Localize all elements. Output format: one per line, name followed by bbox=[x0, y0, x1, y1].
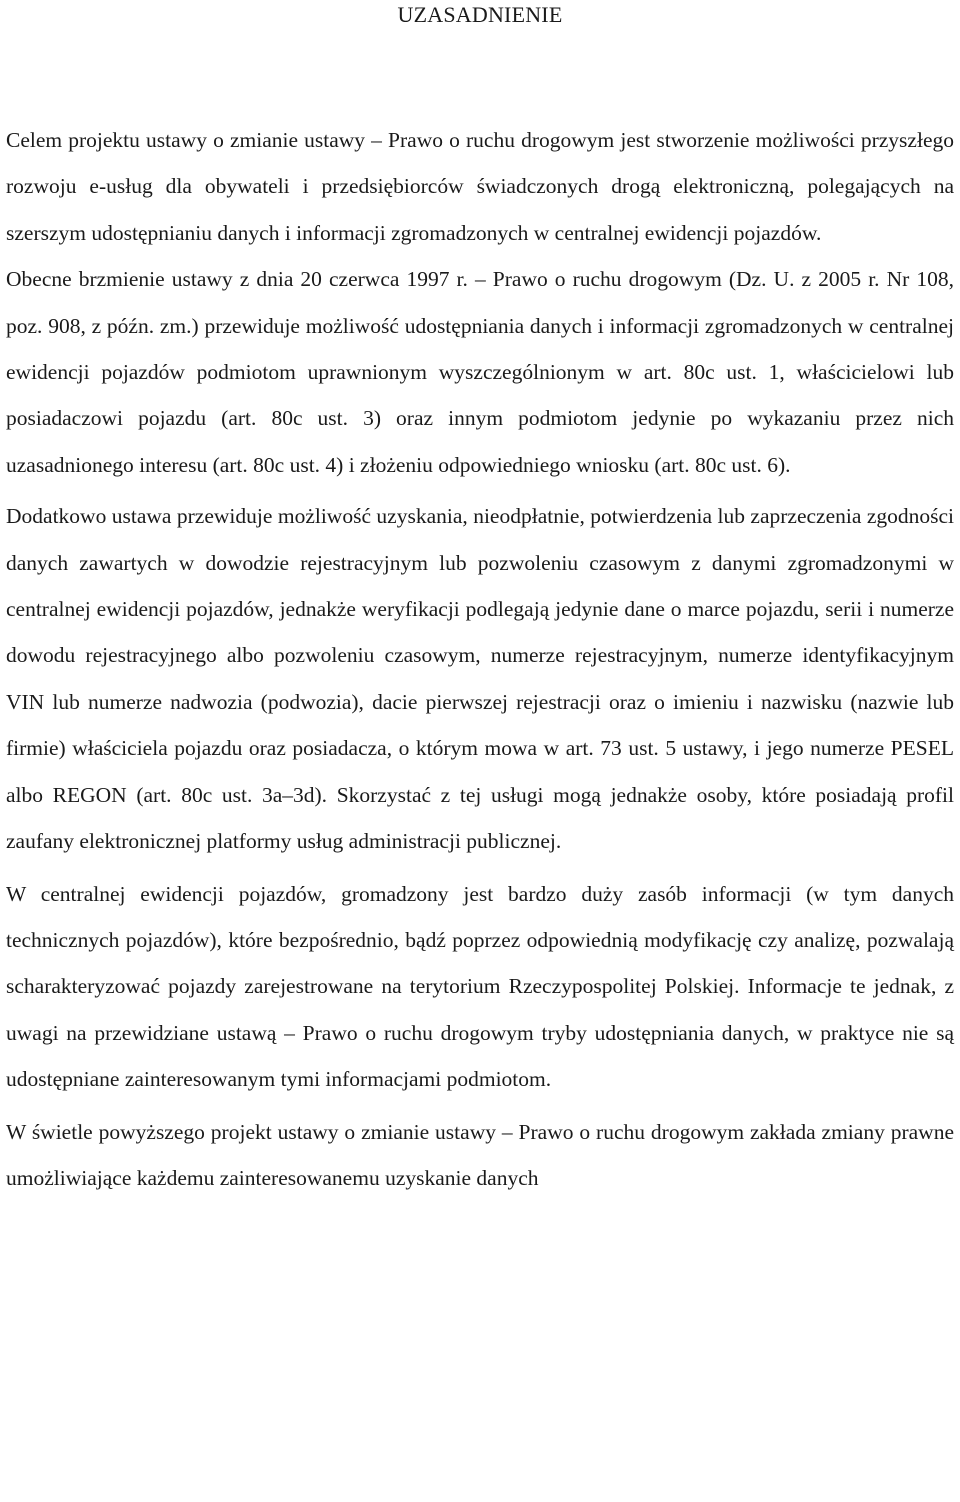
document-page bbox=[6, 0, 954, 1201]
paragraph-vehicle-registry: W centralnej ewidencji pojazdów, gromadzony jest bardzo duży zasób informacji (w tym danych technicznych pojazdów), które bezpośrednio, bądź poprzez odpowiednią modyfikację czy analizę, pozwalają scharakteryzować pojazdy zarejestrowane na terytorium Rzeczypospolitej Polskiej. Informacje te jednak, z uwagi na przewidziane ustawą – Prawo o ruchu drogowym tryby udostępniania danych, w praktyce nie są udostępniane zainteresowanym tymi informacjami podmiotom. bbox=[6, 881, 954, 1092]
paragraph-purpose: Celem projektu ustawy o zmianie ustawy – Prawo o ruchu drogowym jest stworzenie możliwości przyszłego rozwoju e-usług dla obywateli i przedsiębiorców świadczonych drogą elektroniczną, polegających na szerszym udostępnianiu danych i informacji zgromadzonych w centralnej ewidencji pojazdów. bbox=[6, 128, 954, 245]
paragraph-conclusion: W świetle powyższego projekt ustawy o zmianie ustawy – Prawo o ruchu drogowym zakłada zmiany prawne umożliwiające każdemu zainteresowanemu uzyskanie danych bbox=[6, 1119, 954, 1190]
paragraph-current-law: Obecne brzmienie ustawy z dnia 20 czerwca 1997 r. – Prawo o ruchu drogowym (Dz. U. z 2005 r. Nr 108, poz. 908, z późn. zm.) przewiduje możliwość udostępniania danych i informacji zgromadzonych w centralnej ewidencji pojazdów podmiotom uprawnionym wyszczególnionym w art. 80c ust. 1, właścicielowi lub posiadaczowi pojazdu (art. 80c ust. 3) oraz innym podmiotom jedynie po wykazaniu przez nich uzasadnionego interesu (art. 80c ust. 4) i złożeniu odpowiedniego wniosku (art. 80c ust. 6). bbox=[6, 267, 954, 477]
paragraph-verification: Dodatkowo ustawa przewiduje możliwość uzyskania, nieodpłatnie, potwierdzenia lub zaprzeczenia zgodności danych zawartych w dowodzie rejestracyjnym lub pozwoleniu czasowym z danymi zgromadzonymi w centralnej ewidencji pojazdów, jednakże weryfikacji podlegają jedynie dane o marce pojazdu, serii i numerze dowodu rejestracyjnego albo pozwoleniu czasowym, numerze rejestracyjnym, numerze identyfikacyjnym VIN lub numerze nadwozia (podwozia), dacie pierwszej rejestracji oraz o imieniu i nazwisku (nazwie lub firmie) właściciela pojazdu oraz posiadacza, o którym mowa w art. 73 ust. 5 ustawy, i jego numerze PESEL albo REGON (art. 80c ust. 3a–3d). Skorzystać z tej usługi mogą jednakże osoby, które posiadają profil zaufany elektronicznej platformy usług administracji publicznej. bbox=[6, 504, 954, 854]
document-title: UZASADNIENIE bbox=[397, 2, 563, 27]
